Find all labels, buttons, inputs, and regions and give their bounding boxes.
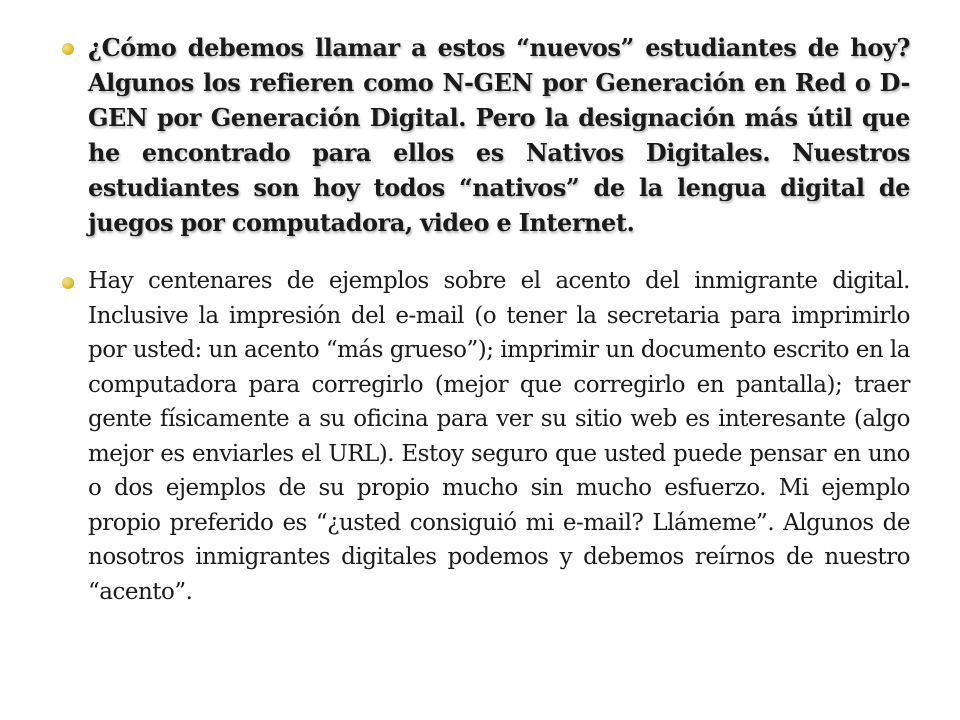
bullet-item-1 — [60, 30, 910, 240]
bullet-list — [60, 30, 910, 633]
bullet-text-1: ¿Cómo debemos llamar a estos “nuevos” estudiantes de hoy? Algunos los refieren como N-GEN por Generación en Red o D-GEN por Generación Digital. Pero la designación más útil que he encontrado para ellos es Nativos Digitales. Nuestros estudiantes son hoy todos “nativos” de la lengua digital de juegos por computadora, video e Internet. — [88, 33, 910, 237]
bullet-item-2 — [60, 264, 910, 609]
bullet-text-2: Hay centenares de ejemplos sobre el acento del inmigrante digital. Inclusive la impresión del e-mail (o tener la secretaria para imprimirlo por usted: un acento “más grueso”); imprimir un documento escrito en la computadora para corregirlo (mejor que corregirlo en pantalla); traer gente físicamente a su oficina para ver su sitio web es interesante (algo mejor es enviarles el URL). Estoy seguro que usted puede pensar en uno o dos ejemplos de su propio mucho sin mucho esfuerzo. Mi ejemplo propio preferido es “¿usted consiguió mi e-mail? Llámeme”. Algunos de nosotros inmigrantes digitales podemos y debemos reírnos de nuestro “acento”. — [88, 268, 910, 605]
round-bullet-icon — [62, 43, 74, 55]
round-bullet-icon — [62, 277, 74, 289]
